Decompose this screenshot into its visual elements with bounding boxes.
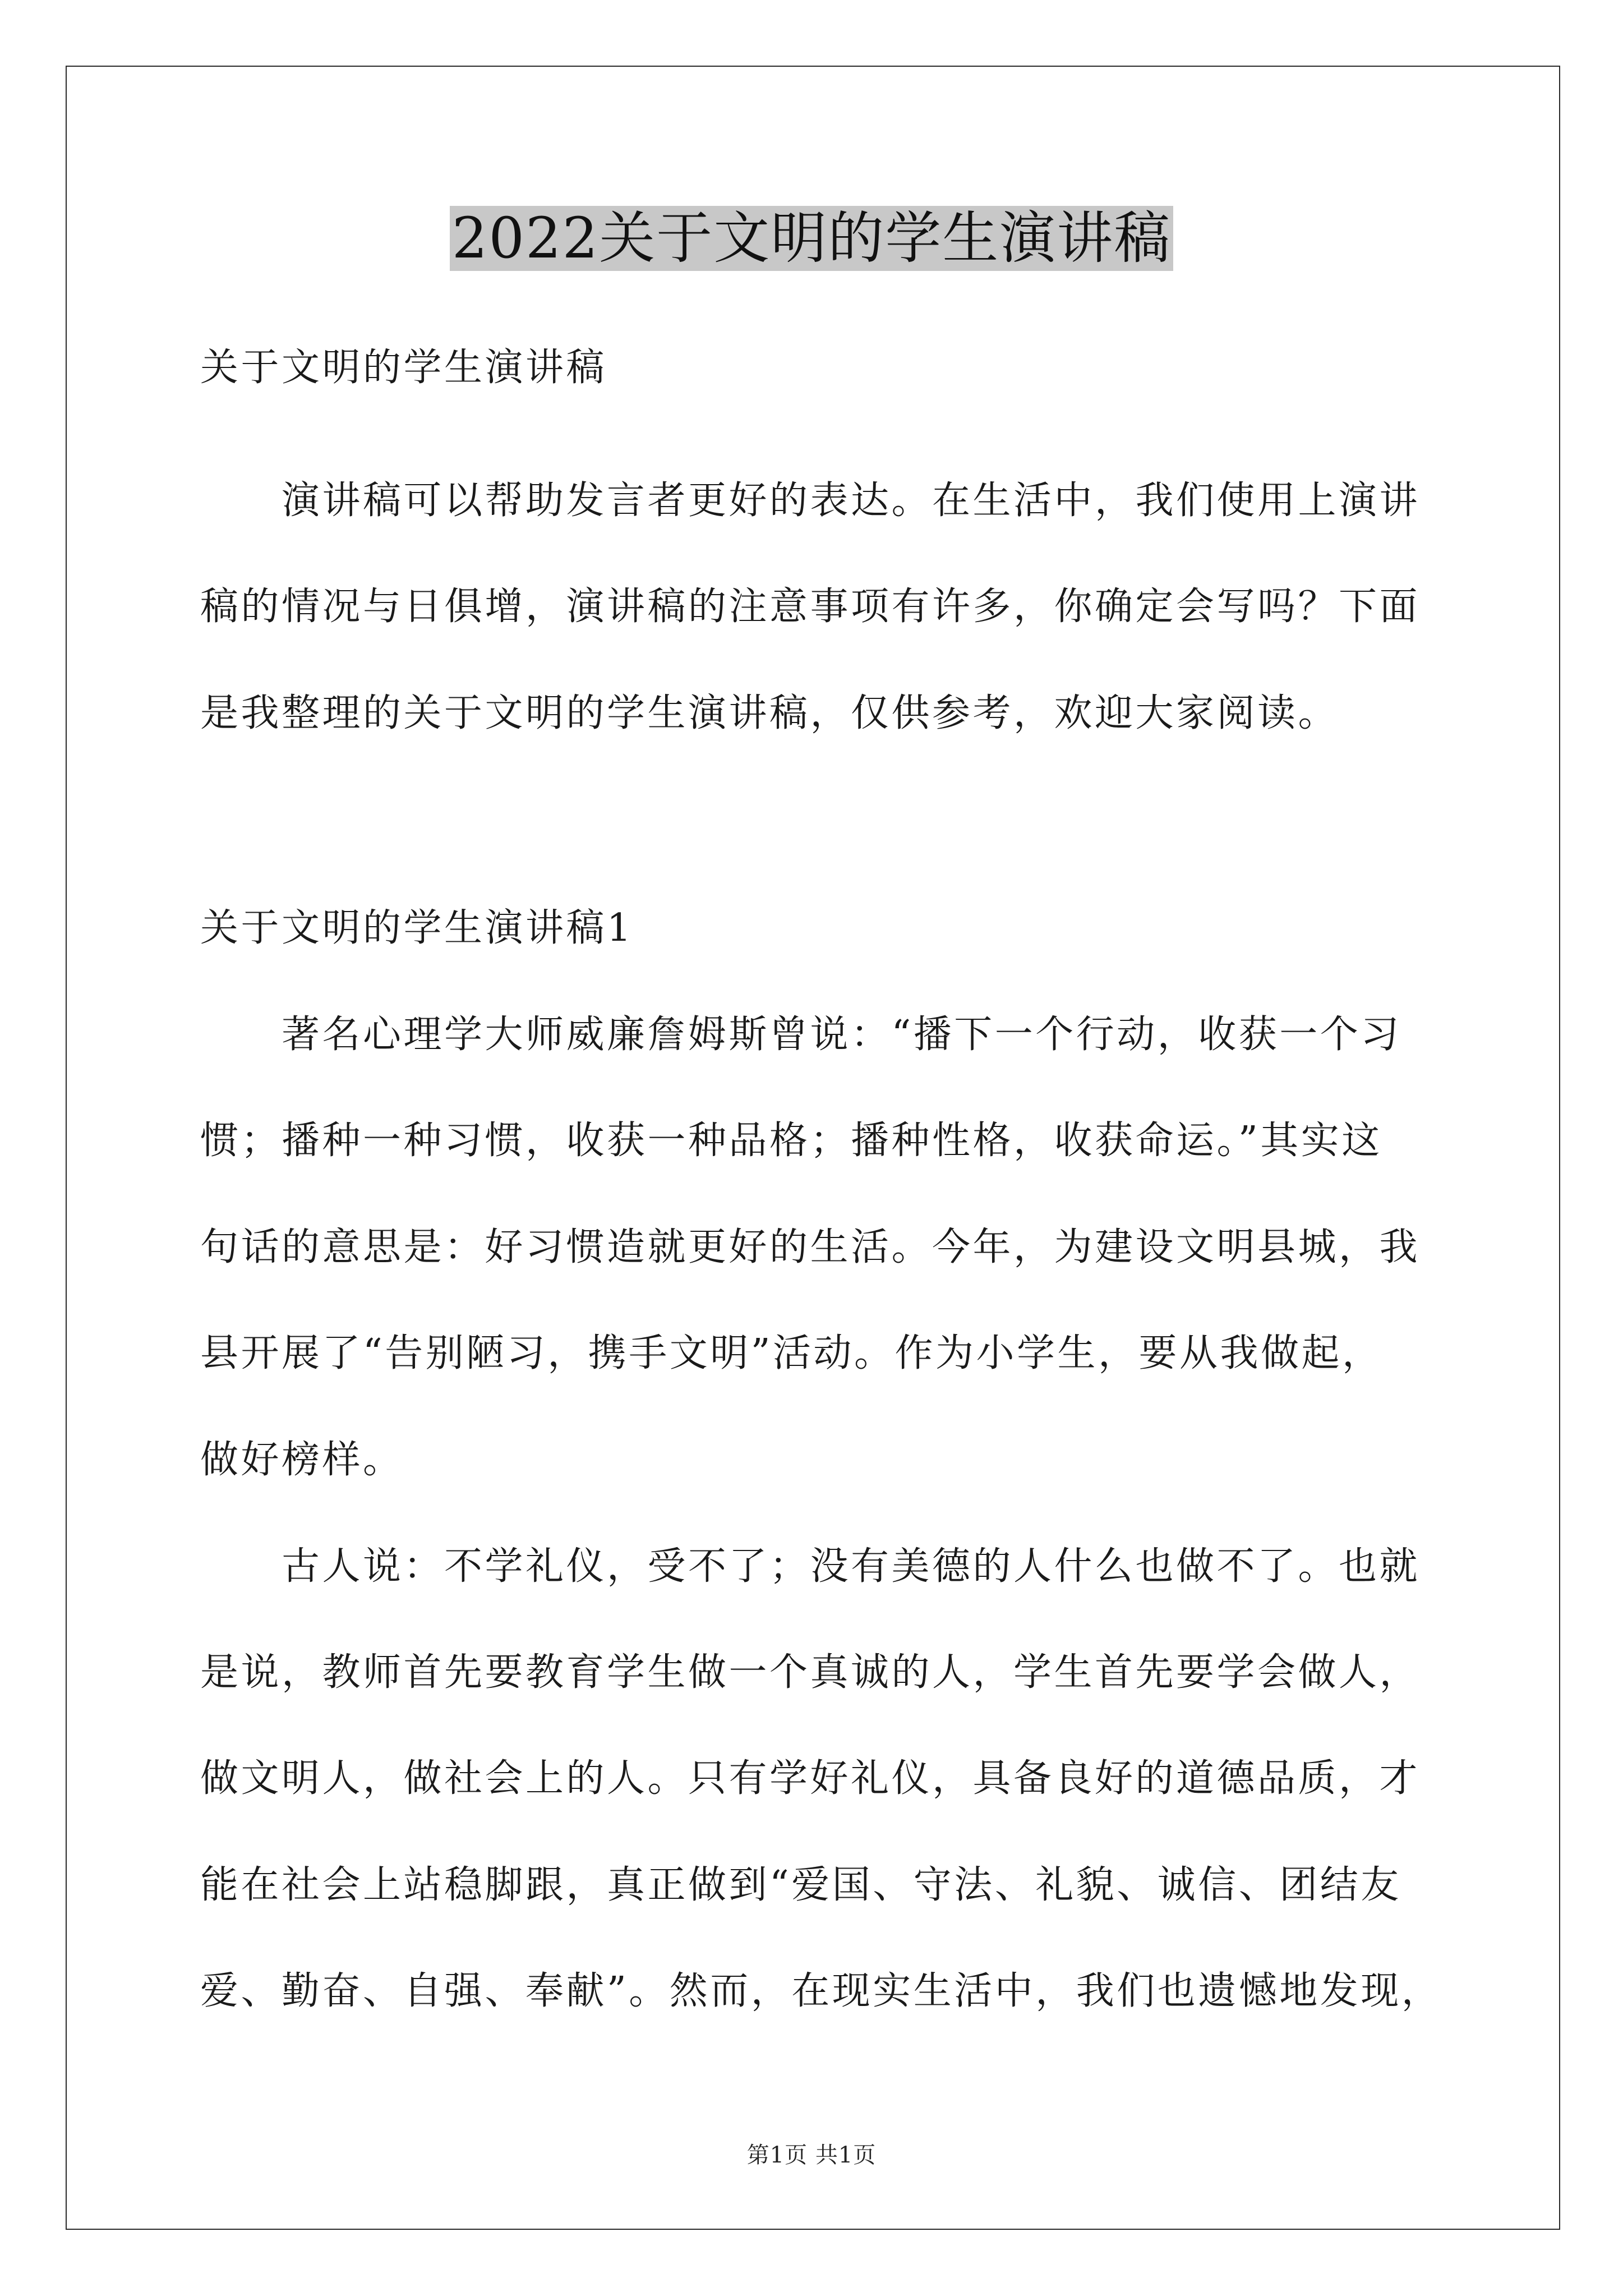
para2-line-1: 著名心理学大师威廉詹姆斯曾说：“播下一个行动，收获一个习 [282, 1013, 1401, 1057]
page-footer: 第1页 共1页 [746, 2142, 877, 2168]
para3-line-1: 古人说：不学礼仪，受不了；没有美德的人什么也做不了。也就 [282, 1544, 1421, 1589]
para2-line-4: 县开展了“告别陋习，携手文明”活动。作为小学生，要从我做起， [200, 1331, 1383, 1375]
para3-line-2: 是说，教师首先要教育学生做一个真诚的人，学生首先要学会做人， [200, 1650, 1421, 1695]
document-subtitle: 关于文明的学生演讲稿 [200, 346, 607, 390]
para3-line-4: 能在社会上站稳脚跟，真正做到“爱国、守法、礼貌、诚信、团结友 [200, 1863, 1401, 1907]
intro-line-2: 稿的情况与日俱增，演讲稿的注意事项有许多，你确定会写吗？下面 [200, 585, 1421, 629]
section-heading: 关于文明的学生演讲稿1 [200, 906, 634, 950]
intro-line-1: 演讲稿可以帮助发言者更好的表达。在生活中，我们使用上演讲 [282, 478, 1421, 523]
para2-line-5: 做好榜样。 [200, 1438, 404, 1482]
document-title: 2022关于文明的学生演讲稿 [450, 206, 1174, 271]
intro-line-3: 是我整理的关于文明的学生演讲稿，仅供参考，欢迎大家阅读。 [200, 691, 1339, 735]
para2-line-2: 惯；播种一种习惯，收获一种品格；播种性格，收获命运。”其实这 [200, 1119, 1382, 1163]
title-container [0, 206, 1623, 271]
para3-line-3: 做文明人，做社会上的人。只有学好礼仪，具备良好的道德品质，才 [200, 1756, 1421, 1801]
para3-line-5: 爱、勤奋、自强、奉献”。然而，在现实生活中，我们也遗憾地发现， [200, 1969, 1442, 2013]
para2-line-3: 句话的意思是：好习惯造就更好的生活。今年，为建设文明县城，我 [200, 1225, 1421, 1269]
